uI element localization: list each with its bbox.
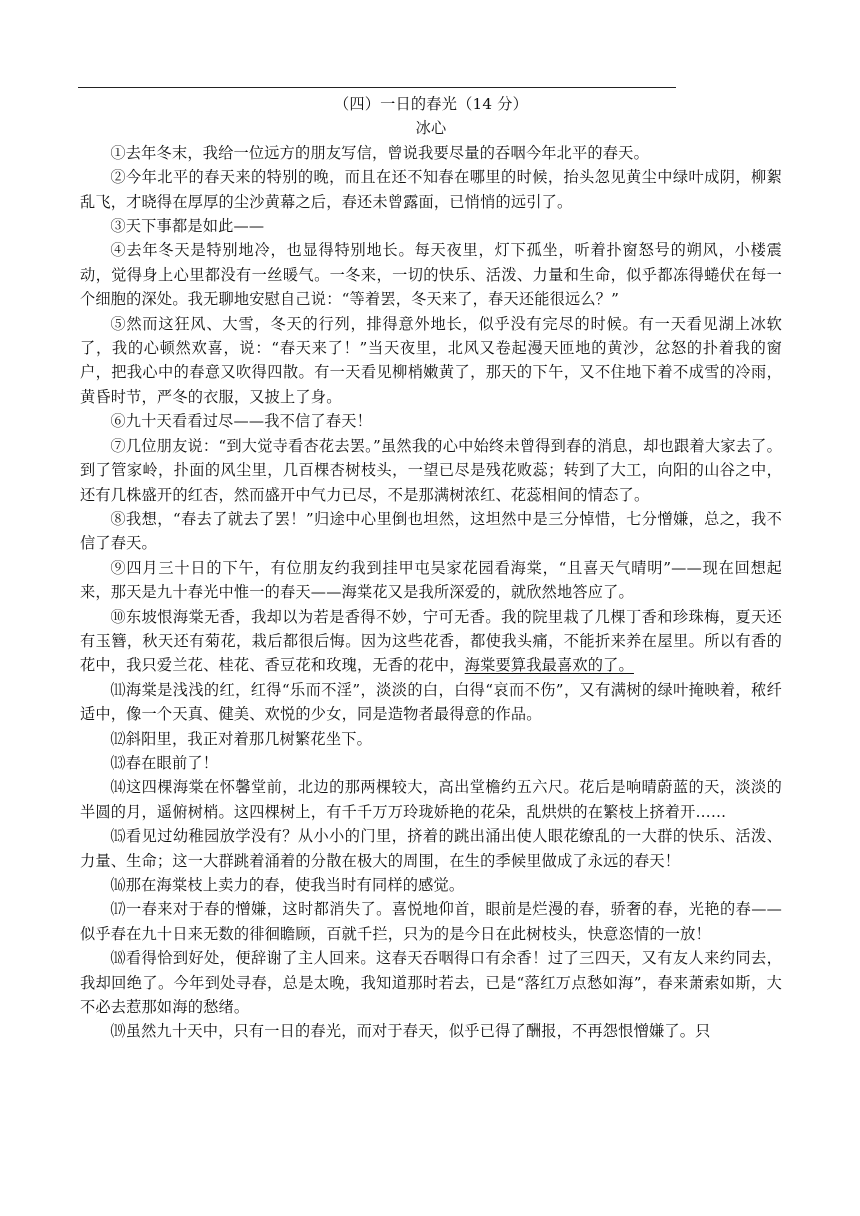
paragraph-text: ⒃那在海棠枝上卖力的春，使我当时有同样的感觉。 bbox=[110, 876, 465, 894]
paragraph-10 bbox=[80, 605, 782, 678]
paragraph-text: ⒅看得恰到好处，便辞谢了主人回来。这春天吞咽得口有余香！过了三四天，又有友人来约同去，我却回绝了。今年到处寻春，总是太晚，我知道那时若去，已是“落红万点愁如海”，春来萧索如斯，大不必去惹那如海的愁绪。 bbox=[80, 949, 782, 1017]
paragraph-6 bbox=[80, 409, 782, 433]
paragraph-text: ⑧我想，“春去了就去了罢！”归途中心里倒也坦然，这坦然中是三分悼惜，七分憎嫌，总之，我不信了春天。 bbox=[80, 509, 782, 553]
paragraph-text: ⒆虽然九十天中，只有一日的春光，而对于春天，似乎已得了酬报，不再怨恨憎嫌了。只 bbox=[110, 1022, 711, 1041]
paragraph-1 bbox=[80, 141, 782, 165]
paragraph-text: ①去年冬末，我给一位远方的朋友写信，曾说我要尽量的吞咽今年北平的春天。 bbox=[110, 143, 649, 162]
paragraph-text: ⑨四月三十日的下午，有位朋友约我到挂甲屯吴家花园看海棠，“且喜天气晴明”——现在回想起来，那天是九十春光中惟一的春天——海棠花又是我所深爱的，就欣然地答应了。 bbox=[80, 558, 782, 602]
underlined-sentence: 海棠要算我最喜欢的了。 bbox=[464, 656, 634, 675]
paragraph-3 bbox=[80, 214, 782, 238]
paragraph-4 bbox=[80, 238, 782, 311]
paragraph-text: ⑤然而这狂风、大雪，冬天的行列，排得意外地长，似乎没有完尽的时候。有一天看见湖上冰软了，我的心顿然欢喜，说：“春天来了！”当天夜里，北风又卷起漫天匝地的黄沙，忿怒的扑着我的窗户，把我心中的春意又吹得四散。有一天看见柳梢嫩黄了，那天的下午，又不住地下着不成雪的冷雨，黄昏时节，严冬的衣服，又披上了身。 bbox=[80, 314, 782, 406]
paragraph-text: ⒄一春来对于春的憎嫌，这时都消失了。喜悦地仰首，眼前是烂漫的春，骄奢的春，光艳的春——似乎春在九十日来无数的徘徊瞻顾，百就千拦，只为的是今日在此树枝头，快意恣情的一放！ bbox=[80, 900, 782, 943]
paragraph-14 bbox=[80, 775, 782, 824]
paragraph-11 bbox=[80, 678, 782, 727]
paragraph-5 bbox=[80, 312, 782, 410]
article-title: （四）一日的春光（14 分） bbox=[333, 95, 528, 113]
article bbox=[80, 92, 782, 1044]
paragraph-18 bbox=[80, 946, 782, 1019]
paragraph-text: ⑿斜阳里，我正对着那几树繁花坐下。 bbox=[110, 729, 372, 748]
paragraph-7 bbox=[80, 434, 782, 507]
paragraph-text: ⑥九十天看看过尽——我不信了春天！ bbox=[110, 412, 372, 431]
paragraph-17 bbox=[80, 897, 782, 946]
paragraph-2 bbox=[80, 165, 782, 214]
paragraph-text: ⒀春在眼前了！ bbox=[110, 753, 219, 772]
paragraph-12 bbox=[80, 727, 782, 751]
header-rule bbox=[78, 87, 676, 88]
paragraph-13 bbox=[80, 751, 782, 775]
paragraph-text: ⒂看见过幼稚园放学没有？从小小的门里，挤着的跳出涌出使人眼花缭乱的一大群的快乐、活泼、力量、生命；这一大群跳着涌着的分散在极大的周围，在生的季候里做成了永远的春天！ bbox=[80, 827, 782, 870]
article-author: 冰心 bbox=[415, 119, 447, 138]
paragraph-text: ⑩东坡恨海棠无香，我却以为若是香得不妙，宁可无香。我的院里栽了几棵丁香和珍珠梅，夏天还有玉簪，秋天还有菊花，栽后都很后悔。因为这些花香，都使我头痛，不能折来养在屋里。所以有香的花中，我只爱兰花、桂花、香豆花和玫瑰，无香的花中， bbox=[80, 607, 782, 675]
paragraph-8 bbox=[80, 507, 782, 556]
paragraph-text: ③天下事都是如此—— bbox=[110, 217, 265, 236]
paragraph-15 bbox=[80, 824, 782, 873]
paragraph-16 bbox=[80, 873, 782, 897]
paragraph-text: ⑾海棠是浅浅的红，红得“乐而不淫”，淡淡的白，白得“哀而不伤”，又有满树的绿叶掩映着，秾纤适中，像一个天真、健美、欢悦的少女，同是造物者最得意的作品。 bbox=[80, 680, 782, 724]
paragraph-19 bbox=[80, 1019, 782, 1043]
paragraph-text: ④去年冬天是特别地冷，也显得特别地长。每天夜里，灯下孤坐，听着扑窗怒号的朔风，小楼震动，觉得身上心里都没有一丝暖气。一冬来，一切的快乐、活泼、力量和生命，似乎都冻得蜷伏在每一个细胞的深处。我无聊地安慰自己说：“等着罢，冬天来了，春天还能很远么？” bbox=[80, 241, 782, 309]
paragraph-text: ⒁这四棵海棠在怀馨堂前，北边的那两棵较大，高出堂檐约五六尺。花后是响晴蔚蓝的天，淡淡的半圆的月，遥俯树梢。这四棵树上，有千千万万玲珑娇艳的花朵，乱烘烘的在繁枝上挤着开…… bbox=[80, 778, 782, 821]
paragraph-text: ⑦几位朋友说：“到大觉寺看杏花去罢。”虽然我的心中始终未曾得到春的消息，却也跟着大家去了。到了管家岭，扑面的风尘里，几百棵杏树枝头，一望已尽是残花败蕊；转到了大工，向阳的山谷之中，还有几株盛开的红杏，然而盛开中气力已尽，不是那满树浓红、花蕊相间的情态了。 bbox=[80, 436, 782, 504]
paragraph-9 bbox=[80, 556, 782, 605]
paragraph-text: ②今年北平的春天来的特别的晚，而且在还不知春在哪里的时候，抬头忽见黄尘中绿叶成阴，柳絮乱飞，才晓得在厚厚的尘沙黄幕之后，春还未曾露面，已悄悄的远引了。 bbox=[80, 168, 782, 211]
